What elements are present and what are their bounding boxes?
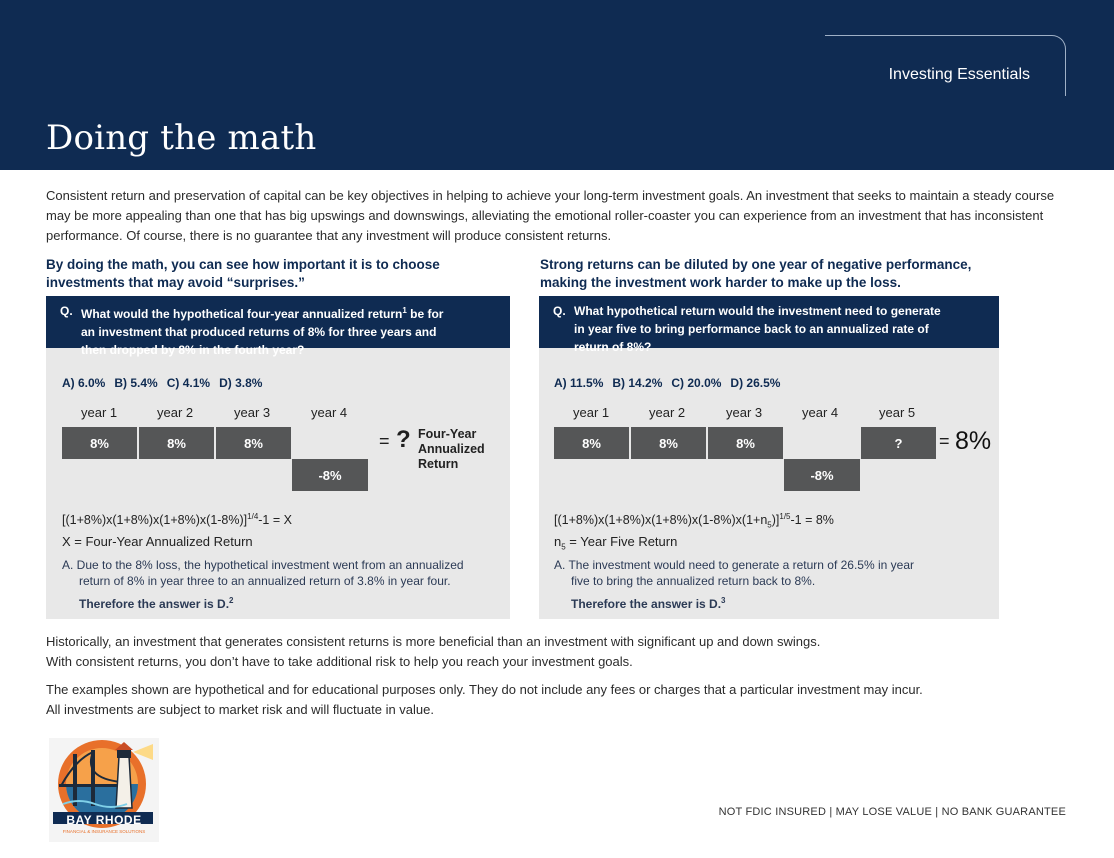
return-bar: 8% [554, 427, 629, 459]
page-title: Doing the math [46, 118, 317, 158]
right-subhead: Strong returns can be diluted by one year of negative performance, making the investment work harder to make up the loss. [540, 257, 972, 290]
left-choices: A) 6.0% B) 5.4% C) 4.1% D) 3.8% [62, 376, 263, 390]
return-bar-unknown: ? [861, 427, 936, 459]
return-bar: 8% [139, 427, 214, 459]
return-bar: 8% [62, 427, 137, 459]
intro-paragraph: Consistent return and preservation of capital can be key objectives in helping to achieve your long-term investment goals. An investment that seeks to maintain a steady course may be more appealing than one that has big upswings and downswings, alleviating the emotional roller-coaster you can experience from an investment that has inconsistent performance. Of course, there is no guarantee that any investment will produce consistent returns. [46, 188, 1055, 243]
left-answer: A. Due to the 8% loss, the hypothetical investment went from an annualized return of 8% in year three to an annualized return of 3.8% in year four. Therefore the answer is D.$^2$ [62, 558, 464, 611]
return-bar: 8% [216, 427, 291, 459]
right-definition: $n_5$ = Year Five Return [554, 534, 678, 552]
target-result: 8% [955, 427, 992, 455]
logo-name: BAY RHODE [66, 813, 142, 827]
right-answer: A. The investment would need to generate a return of 26.5% in year five to bring the annualized return back to 8%. Therefore the answer is D.$^3$ [554, 558, 914, 611]
year-label: year 2 [649, 405, 686, 420]
right-question: Q. What hypothetical return would the investment need to generate in year five to bring performance back to an annualized rate of return of 8%? [539, 296, 999, 348]
result-label: Four-Year Annualized Return [418, 427, 485, 471]
company-logo [49, 738, 159, 842]
year-label: year 3 [234, 405, 271, 420]
consistency-note: Historically, an investment that generates consistent returns is more beneficial than an investment with significant up and down swings. With consistent returns, you don’t have to take additional risk to help you reach your investment goals. [46, 634, 821, 669]
right-question-panel [539, 296, 999, 619]
return-bar: 8% [708, 427, 783, 459]
page-header [0, 0, 1114, 170]
year-label: year 4 [802, 405, 839, 420]
year-label: year 4 [311, 405, 348, 420]
investment-disclaimer: NOT FDIC INSURED | MAY LOSE VALUE | NO BANK GUARANTEE [718, 806, 1066, 818]
return-bar: 8% [631, 427, 706, 459]
equals-sign: = [379, 431, 390, 451]
year-label: year 1 [573, 405, 610, 420]
year-label: year 1 [81, 405, 118, 420]
series-tag: Investing Essentials [888, 66, 1030, 83]
year-label: year 5 [879, 405, 916, 420]
left-definition: X = Four-Year Annualized Return [62, 534, 253, 549]
right-choices: A) 11.5% B) 14.2% C) 20.0% D) 26.5% [554, 376, 781, 390]
equals-sign: = [939, 431, 950, 451]
return-bar-negative: -8% [784, 459, 860, 491]
left-question-panel [46, 296, 510, 619]
left-formula: $[(1+8\%)x(1+8\%)x(1+8\%)x(1-8\%)]^{1/4}-1 = X$ [62, 512, 292, 528]
year-label: year 3 [726, 405, 763, 420]
year-label: year 2 [157, 405, 194, 420]
question-mark: ? [396, 426, 411, 453]
logo-tagline: FINANCIAL & INSURANCE SOLUTIONS [62, 829, 146, 834]
left-question: Q. What would the hypothetical four-year annualized return$^1$ be for an investment that produced returns of 8% for three years and then dropped by 8% in the fourth year? [46, 296, 510, 348]
left-subhead: By doing the math, you can see how important it is to choose investments that may avoid “surprises.” [46, 257, 440, 290]
return-bar-negative: -8% [292, 459, 368, 491]
hypothetical-note: The examples shown are hypothetical and for educational purposes only. They do not include any fees or charges that a particular investment may incur. All investments are subject to market risk and will fluctuate in value. [46, 682, 923, 717]
right-formula: $[(1+8\%)x(1+8\%)x(1+8\%)x(1-8\%)x(1+n_5)]^{1/5}-1 = 8\%$ [554, 512, 834, 530]
